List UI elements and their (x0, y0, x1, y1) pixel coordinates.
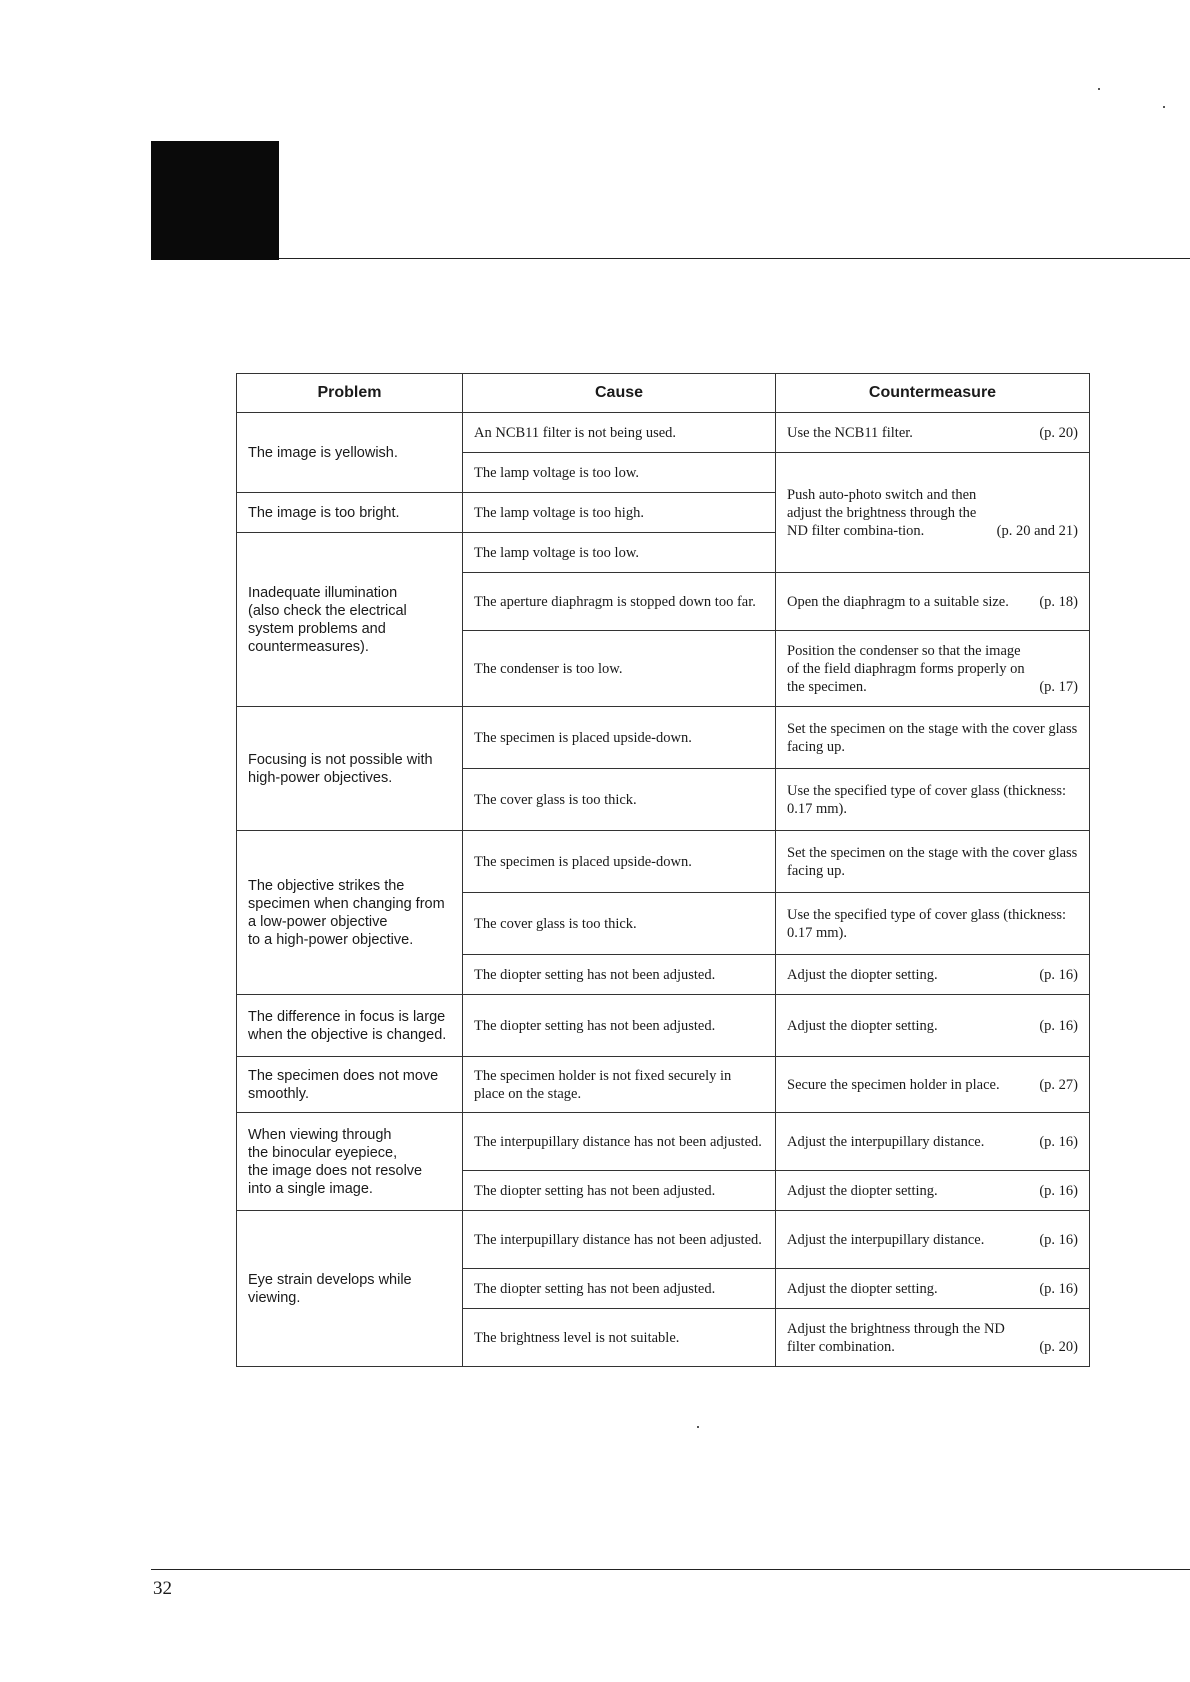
cause-cell: The specimen holder is not fixed securely in place on the stage. (463, 1057, 776, 1113)
table-body (237, 413, 1090, 1367)
countermeasure-cell (776, 1309, 1090, 1367)
countermeasure-text: Use the specified type of cover glass (thickness: 0.17 mm). (787, 906, 1067, 941)
cause-cell: The diopter setting has not been adjusted. (463, 955, 776, 995)
countermeasure-content (787, 1280, 1078, 1298)
countermeasure-text: Open the diaphragm to a suitable size. (787, 593, 1009, 610)
countermeasure-cell (776, 631, 1090, 707)
header-cause: Cause (463, 374, 776, 413)
problem-cell: The image is too bright. (237, 493, 463, 533)
countermeasure-content (787, 966, 1078, 984)
table-row (237, 995, 1090, 1057)
countermeasure-text: Adjust the diopter setting. (787, 1182, 938, 1199)
page-reference: (p. 16) (1039, 1231, 1078, 1248)
table-row (237, 1211, 1090, 1269)
countermeasure-cell (776, 769, 1090, 831)
page-reference: (p. 20 and 21) (996, 522, 1078, 539)
countermeasure-cell (776, 893, 1090, 955)
cause-cell: The lamp voltage is too low. (463, 533, 776, 573)
countermeasure-content (787, 1017, 1078, 1035)
countermeasure-text: Set the specimen on the stage with the cover glass facing up. (787, 844, 1078, 879)
page-reference: (p. 27) (1039, 1076, 1078, 1093)
problem-cell: Inadequate illumination (also check the electrical system problems and countermeasures). (237, 533, 463, 707)
cause-cell: The brightness level is not suitable. (463, 1309, 776, 1367)
header-rule (279, 258, 1190, 259)
countermeasure-content (787, 642, 1078, 696)
countermeasure-content (787, 1231, 1078, 1249)
countermeasure-text: Adjust the diopter setting. (787, 1017, 938, 1034)
countermeasure-content (787, 1076, 1078, 1094)
problem-cell: The objective strikes the specimen when changing from a low-power objective to a high-power objective. (237, 831, 463, 995)
troubleshooting-table (236, 373, 1090, 1367)
countermeasure-content (787, 906, 1078, 942)
page-reference: (p. 18) (1039, 593, 1078, 610)
scan-speck (1163, 106, 1165, 108)
countermeasure-content (787, 782, 1078, 818)
cause-cell: The condenser is too low. (463, 631, 776, 707)
table-row (237, 707, 1090, 769)
countermeasure-content (787, 1182, 1078, 1200)
countermeasure-text: Adjust the interpupillary distance. (787, 1133, 985, 1150)
cause-cell: The lamp voltage is too high. (463, 493, 776, 533)
page-reference: (p. 16) (1039, 966, 1078, 983)
countermeasure-cell (776, 1171, 1090, 1211)
countermeasure-text: Set the specimen on the stage with the cover glass facing up. (787, 720, 1078, 755)
page-reference: (p. 17) (1039, 678, 1078, 695)
cause-cell: The specimen is placed upside-down. (463, 831, 776, 893)
cause-cell: The interpupillary distance has not been adjusted. (463, 1113, 776, 1171)
countermeasure-cell (776, 1269, 1090, 1309)
page-reference: (p. 16) (1039, 1280, 1078, 1297)
table-row (237, 1113, 1090, 1171)
problem-cell: When viewing through the binocular eyepiece, the image does not resolve into a single image. (237, 1113, 463, 1211)
cause-cell: The diopter setting has not been adjusted. (463, 995, 776, 1057)
page-reference: (p. 20) (1039, 1338, 1078, 1355)
cause-cell: The diopter setting has not been adjusted. (463, 1269, 776, 1309)
countermeasure-content (787, 844, 1078, 880)
countermeasure-cell (776, 1057, 1090, 1113)
section-marker-block (151, 141, 279, 260)
cause-cell: The cover glass is too thick. (463, 769, 776, 831)
problem-cell: The specimen does not move smoothly. (237, 1057, 463, 1113)
countermeasure-cell (776, 1211, 1090, 1269)
page-reference: (p. 16) (1039, 1182, 1078, 1199)
countermeasure-content (787, 593, 1078, 611)
table-row (237, 831, 1090, 893)
countermeasure-text: Adjust the diopter setting. (787, 1280, 938, 1297)
page-number: 32 (153, 1578, 172, 1599)
countermeasure-text: Adjust the brightness through the ND filter combination. (787, 1320, 1005, 1355)
countermeasure-text: Push auto-photo switch and then adjust the brightness through the ND filter combina-tion. (787, 486, 977, 539)
page-reference: (p. 16) (1039, 1133, 1078, 1150)
table-row (237, 1057, 1090, 1113)
countermeasure-text: Use the specified type of cover glass (thickness: 0.17 mm). (787, 782, 1067, 817)
problem-cell: Focusing is not possible with high-power objectives. (237, 707, 463, 831)
cause-cell: The diopter setting has not been adjusted. (463, 1171, 776, 1211)
countermeasure-text: Adjust the diopter setting. (787, 966, 938, 983)
scan-speck (1098, 88, 1100, 90)
cause-cell: The interpupillary distance has not been adjusted. (463, 1211, 776, 1269)
countermeasure-cell (776, 955, 1090, 995)
countermeasure-text: Adjust the interpupillary distance. (787, 1231, 985, 1248)
countermeasure-cell (776, 995, 1090, 1057)
cause-cell: The cover glass is too thick. (463, 893, 776, 955)
countermeasure-content (787, 1320, 1078, 1356)
cause-cell: An NCB11 filter is not being used. (463, 413, 776, 453)
problem-cell: Eye strain develops while viewing. (237, 1211, 463, 1367)
header-problem: Problem (237, 374, 463, 413)
countermeasure-content (787, 486, 1078, 540)
countermeasure-cell (776, 573, 1090, 631)
countermeasure-text: Position the condenser so that the image of the field diaphragm forms properly on the specimen. (787, 642, 1025, 695)
countermeasure-cell (776, 831, 1090, 893)
countermeasure-cell (776, 1113, 1090, 1171)
countermeasure-text: Use the NCB11 filter. (787, 424, 913, 441)
countermeasure-cell (776, 707, 1090, 769)
cause-cell: The lamp voltage is too low. (463, 453, 776, 493)
problem-cell: The image is yellowish. (237, 413, 463, 493)
footer-rule (151, 1569, 1190, 1570)
cause-cell: The aperture diaphragm is stopped down too far. (463, 573, 776, 631)
table-header-row (237, 374, 1090, 413)
page-reference: (p. 20) (1039, 424, 1078, 441)
page-reference: (p. 16) (1039, 1017, 1078, 1034)
header-countermeasure: Countermeasure (776, 374, 1090, 413)
countermeasure-cell (776, 453, 1090, 573)
countermeasure-cell (776, 413, 1090, 453)
countermeasure-content (787, 424, 1078, 442)
countermeasure-content (787, 720, 1078, 756)
table-row (237, 413, 1090, 453)
countermeasure-text: Secure the specimen holder in place. (787, 1076, 1000, 1093)
cause-cell: The specimen is placed upside-down. (463, 707, 776, 769)
problem-cell: The difference in focus is large when the objective is changed. (237, 995, 463, 1057)
countermeasure-content (787, 1133, 1078, 1151)
scan-speck (697, 1426, 699, 1428)
